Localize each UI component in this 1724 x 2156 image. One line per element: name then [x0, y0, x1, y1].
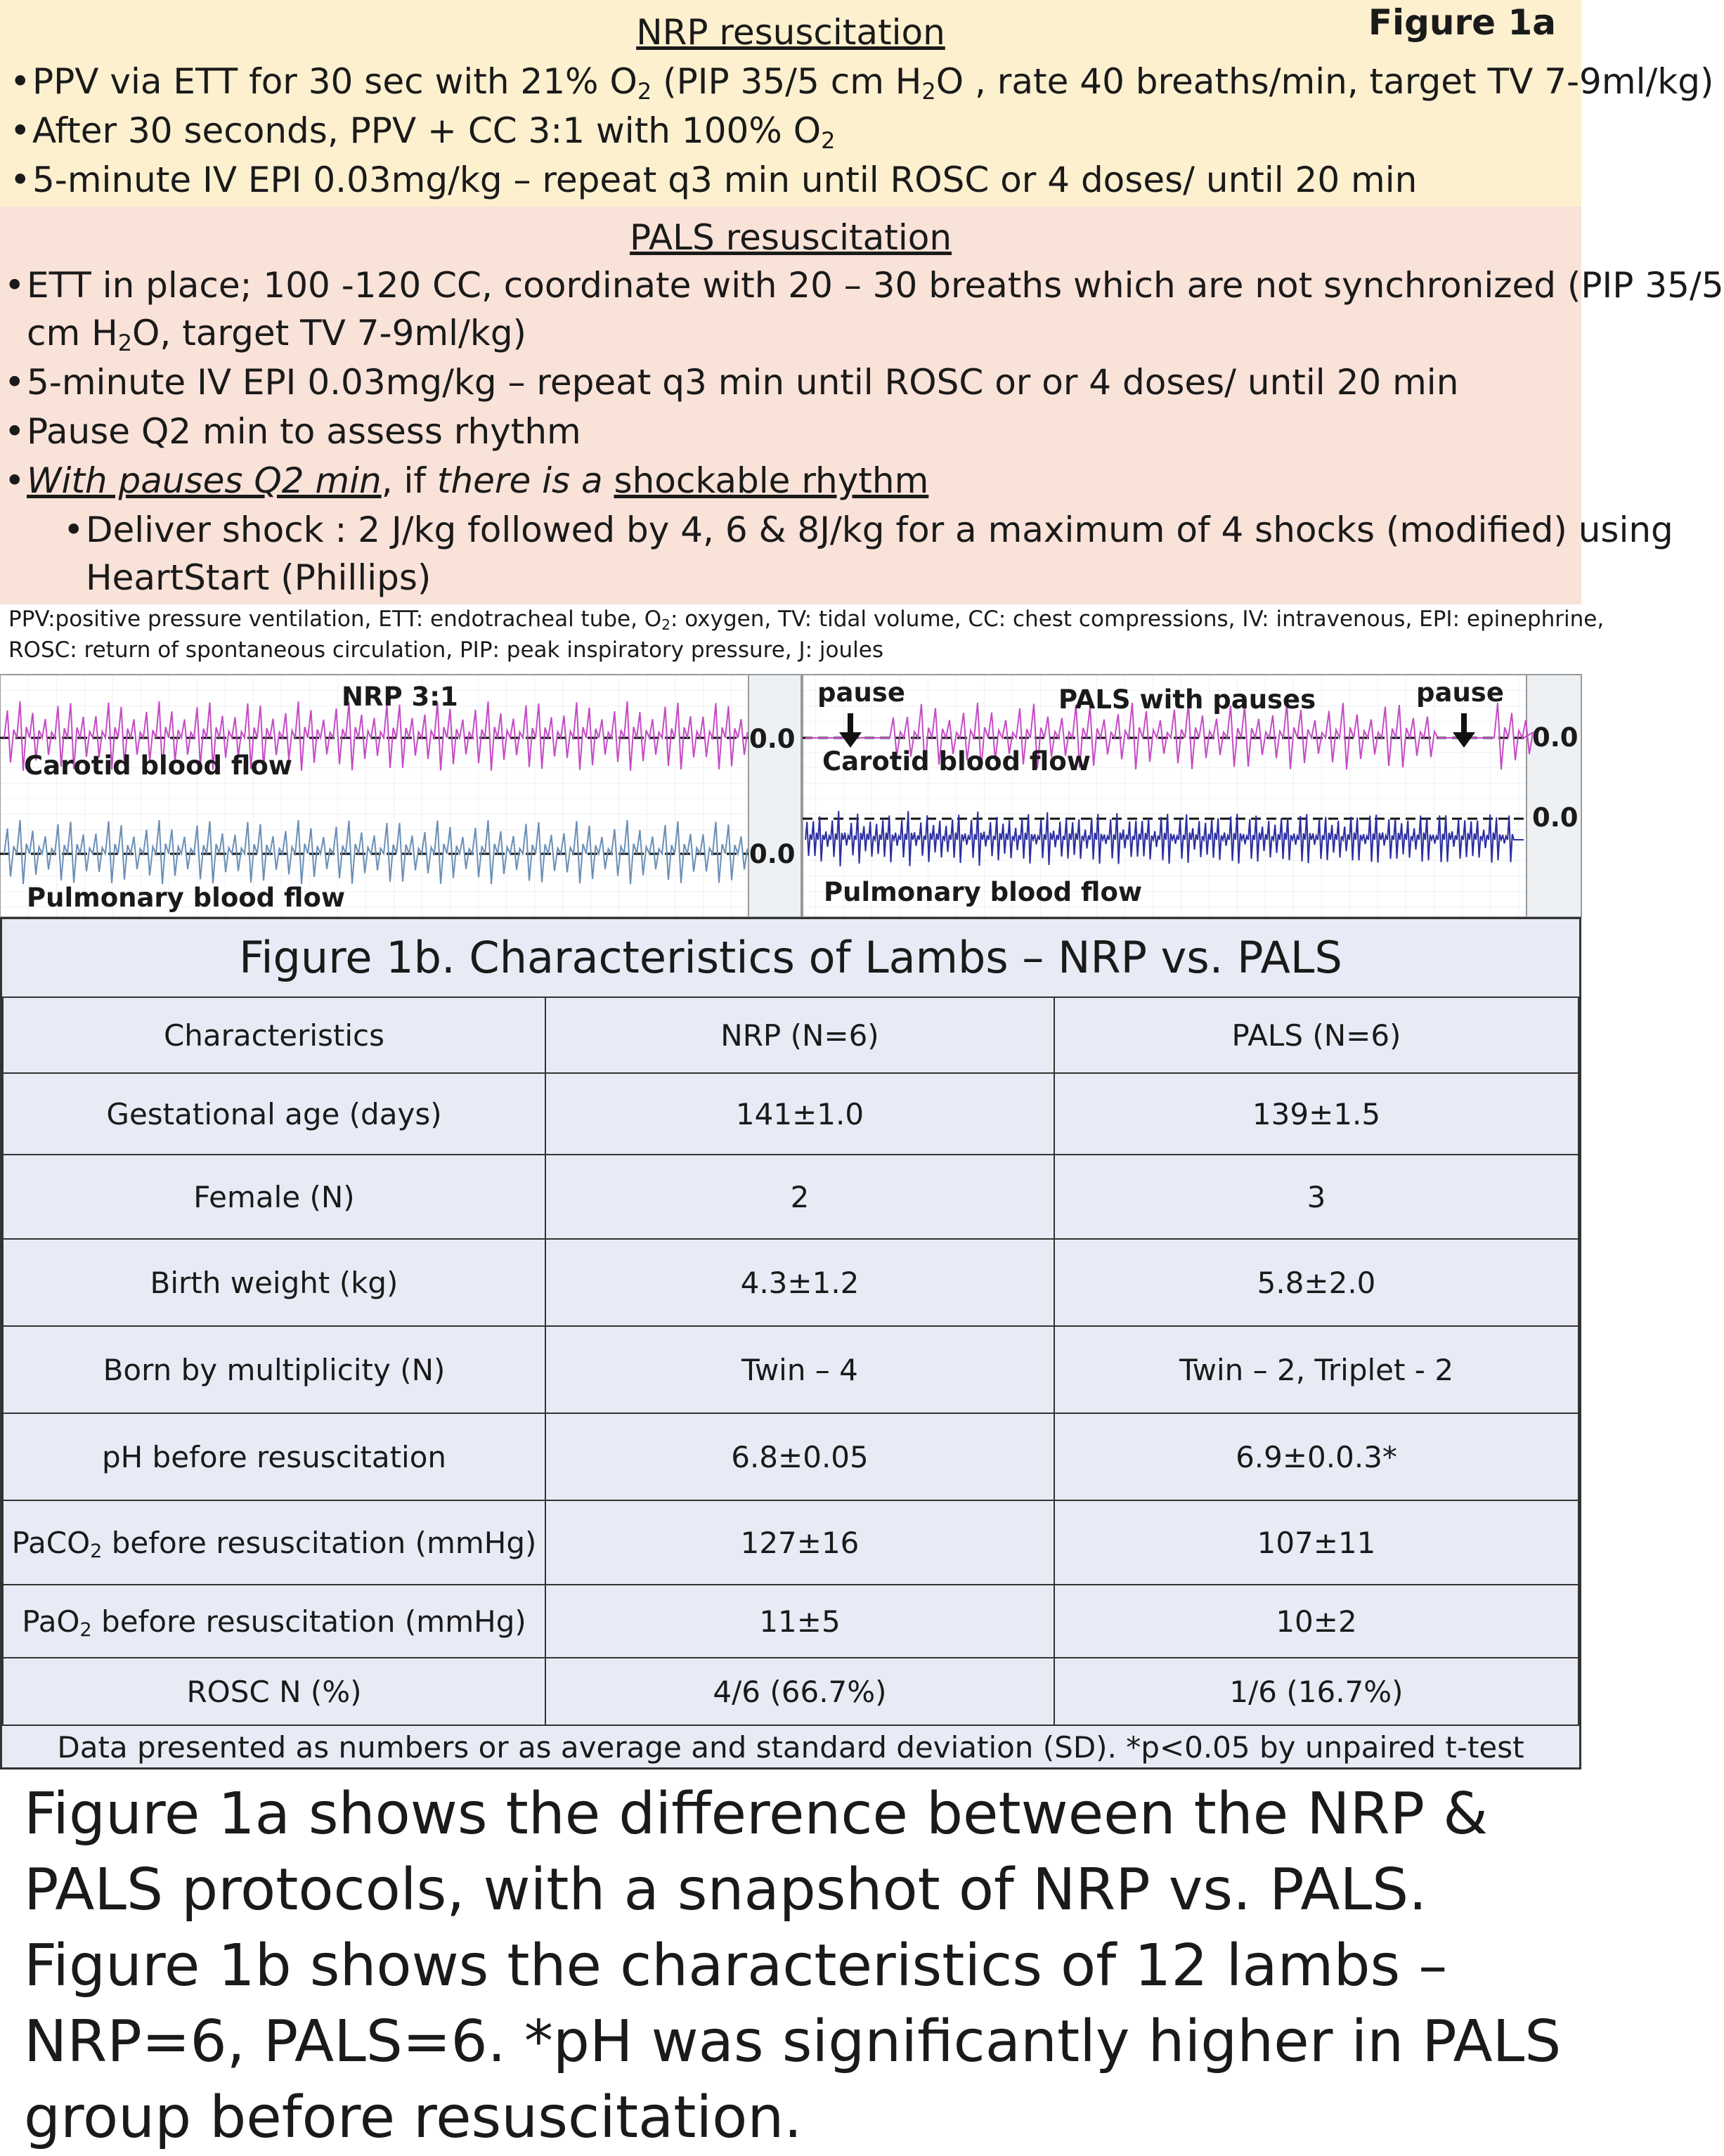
table-row [3, 1658, 1579, 1725]
nrp-bullet-epi: • 5-minute IV EPI 0.03mg/kg – repeat q3 min until ROSC or 4 doses/ until 20 min [10, 160, 1418, 200]
row-label: ROSC N (%) [3, 1658, 545, 1725]
header-pals: PALS (N=6) [1054, 997, 1579, 1073]
nrp-value: 4.3±1.2 [545, 1239, 1054, 1326]
nrp-value: 2 [545, 1155, 1054, 1239]
nrp-value: 127±16 [545, 1500, 1054, 1585]
pals-value: 139±1.5 [1054, 1073, 1579, 1155]
pals-pulmonary-zero: 0.0 [1532, 803, 1579, 833]
figure-caption: Figure 1a shows the difference between the NRP & PALS protocols, with a snapshot of NRP vs. PALS. Figure 1b shows the characteristics of 12 lambs – NRP=6, PALS=6. *pH was significantly higher in PALS group before resuscitation. [24, 1781, 1562, 2151]
pals-value: Twin – 2, Triplet - 2 [1054, 1326, 1579, 1413]
row-label: PaO$_2$ before resuscitation (mmHg) [3, 1585, 545, 1658]
table-row [3, 1413, 1579, 1500]
pals-value: 3 [1054, 1155, 1579, 1239]
row-label: PaCO$_2$ before resuscitation (mmHg) [3, 1500, 545, 1585]
pals-title: PALS resuscitation [629, 217, 952, 258]
table-row [3, 1239, 1579, 1326]
nrp-pulmonary-zero: 0.0 [749, 839, 796, 869]
nrp-value: 4/6 (66.7%) [545, 1658, 1054, 1725]
pals-bullet-ett-cont: cm $H_2O$, target TV 7-9ml/kg) [27, 313, 527, 356]
table-row [3, 1585, 1579, 1658]
pals-value: 107±11 [1054, 1500, 1579, 1585]
pals-subbullet-shock-cont: HeartStart (Phillips) [86, 557, 432, 598]
nrp-pulmonary-label: Pulmonary blood flow [27, 883, 346, 913]
pals-carotid-label: Carotid blood flow [822, 746, 1091, 777]
row-label: Female (N) [3, 1155, 545, 1239]
pals-trace-title: PALS with pauses [1058, 684, 1316, 715]
row-label: Gestational age (days) [3, 1073, 545, 1155]
pals-bullet-ett: • ETT in place; 100 -120 CC, coordinate with 20 – 30 breaths which are not synchronized (PIP 35/5 [4, 265, 1724, 306]
pals-pulmonary-label: Pulmonary blood flow [824, 877, 1143, 907]
table-header-row [3, 997, 1579, 1073]
pals-value: 1/6 (16.7%) [1054, 1658, 1579, 1725]
header-nrp: NRP (N=6) [545, 997, 1054, 1073]
header-characteristics: Characteristics [3, 997, 545, 1073]
abbreviations-line-1: PPV:positive pressure ventilation, ETT: endotracheal tube, $O_2$: oxygen, TV: tidal volume, CC: chest compressions, IV: intravenous, EPI: epinephrine, [8, 606, 1605, 633]
nrp-value: 11±5 [545, 1585, 1054, 1658]
nrp-bullet-ppv: • PPV via ETT for 30 sec with 21% $O_2$ (PIP 35/5 cm $H_2O$ , rate 40 breaths/min, target TV 7-9ml/kg) [10, 61, 1714, 105]
table-title: Figure 1b. Characteristics of Lambs – NRP vs. PALS [239, 932, 1342, 983]
figure-1a-label: Figure 1a [1368, 2, 1556, 43]
nrp-value: Twin – 4 [545, 1326, 1054, 1413]
row-label: Birth weight (kg) [3, 1239, 545, 1326]
nrp-protocol-panel [0, 0, 1714, 207]
nrp-carotid-zero: 0.0 [749, 724, 796, 754]
nrp-value: 6.8±0.05 [545, 1413, 1054, 1500]
pals-bullet-pause: • Pause Q2 min to assess rhythm [4, 411, 581, 452]
pals-bullet-shockable: • With pauses Q2 min, if there is a shockable rhythm [4, 460, 929, 501]
nrp-trace-title: NRP 3:1 [342, 682, 458, 712]
row-label: Born by multiplicity (N) [3, 1326, 545, 1413]
pals-scale-strip [1527, 675, 1581, 917]
pals-protocol-panel [0, 207, 1724, 604]
pals-subbullet-shock: • Deliver shock : 2 J/kg followed by 4, 6 & 8J/kg for a maximum of 4 shocks (modified) using [63, 509, 1673, 550]
table-row [3, 1073, 1579, 1155]
nrp-value: 141±1.0 [545, 1073, 1054, 1155]
table-row [3, 1155, 1579, 1239]
pals-value: 6.9±0.0.3* [1054, 1413, 1579, 1500]
traces-svg [0, 675, 1581, 917]
table-row [3, 1326, 1579, 1413]
table-footnote: Data presented as numbers or as average and standard deviation (SD). *p<0.05 by unpaired t-test [57, 1730, 1524, 1765]
nrp-scale-strip [748, 675, 801, 917]
characteristics-table [2, 996, 1579, 1726]
abbreviations-line-2: ROSC: return of spontaneous circulation, PIP: peak inspiratory pressure, J: joules [8, 637, 883, 663]
table-row [3, 1500, 1579, 1585]
pals-value: 10±2 [1054, 1585, 1579, 1658]
pause-label-right: pause [1416, 677, 1504, 708]
row-label: pH before resuscitation [3, 1413, 545, 1500]
blood-flow-traces [0, 675, 1581, 917]
nrp-bullet-cc: • After 30 seconds, PPV + CC 3:1 with 100% $O_2$ [10, 110, 836, 154]
pals-bullet-epi: • 5-minute IV EPI 0.03mg/kg – repeat q3 min until ROSC or or 4 doses/ until 20 min [4, 362, 1459, 403]
characteristics-table-panel [0, 917, 1581, 1769]
pause-label-left: pause [817, 677, 905, 708]
pals-carotid-zero: 0.0 [1532, 722, 1579, 753]
nrp-carotid-label: Carotid blood flow [24, 751, 292, 781]
nrp-title: NRP resuscitation [636, 12, 945, 53]
pals-value: 5.8±2.0 [1054, 1239, 1579, 1326]
